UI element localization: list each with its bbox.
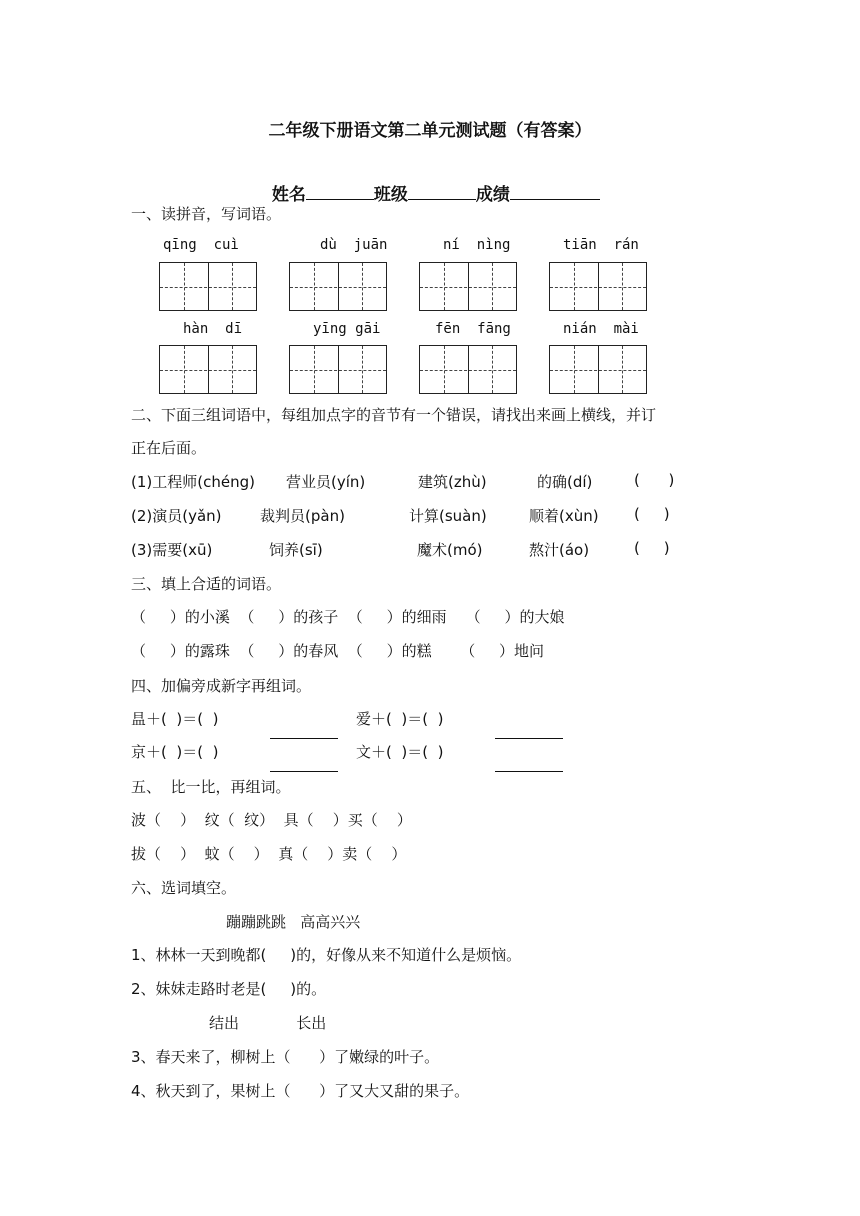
question-item: 饲养(sī) — [269, 541, 323, 559]
fill-line[interactable]: （ ）的小溪 （ ）的孩子 （ ）的细雨 （ ）的大娘 — [131, 608, 565, 626]
word-choices: 结出 长出 — [209, 1014, 327, 1032]
page-title: 二年级下册语文第二单元测试题（有答案） — [268, 121, 592, 141]
section-1-heading: 一、读拼音，写词语。 — [131, 205, 282, 223]
score-blank[interactable] — [510, 183, 600, 200]
answer-underline[interactable] — [270, 724, 338, 743]
class-blank[interactable] — [408, 183, 476, 200]
section-3-heading: 三、填上合适的词语。 — [131, 575, 282, 593]
fill-question[interactable]: 3、春天来了，柳树上（ ）了嫩绿的叶子。 — [131, 1048, 440, 1066]
question-item: (2)演员(yǎn) — [131, 507, 222, 525]
question-item: (1)工程师(chéng) — [131, 473, 255, 491]
pinyin-label: nián mài — [563, 321, 639, 337]
compare-line[interactable]: 拔（ ） 蚊（ ） 真（ ）卖（ ） — [131, 845, 407, 863]
question-item: 顺着(xùn) — [529, 507, 599, 525]
answer-underline[interactable] — [495, 724, 563, 743]
pinyin-label: dù juān — [320, 237, 388, 253]
writing-grid[interactable] — [549, 262, 647, 311]
question-item: 的确(dí) — [537, 473, 593, 491]
question-item: 裁判员(pàn) — [260, 507, 345, 525]
name-blank[interactable] — [306, 183, 374, 200]
pinyin-label: hàn dī — [183, 321, 243, 337]
fill-question[interactable]: 1、林林一天到晚都( )的，好像从来不知道什么是烦恼。 — [131, 946, 522, 964]
radical-item: 昷＋( )＝( ) — [131, 710, 219, 728]
answer-blank[interactable]: ( ) — [634, 505, 670, 523]
question-item: (3)需要(xū) — [131, 541, 213, 559]
pinyin-label: fēn fāng — [435, 321, 511, 337]
writing-grid[interactable] — [289, 345, 387, 394]
writing-grid[interactable] — [159, 345, 257, 394]
pinyin-label: tiān rán — [563, 237, 639, 253]
section-2-heading-cont: 正在后面。 — [131, 439, 207, 457]
question-item: 建筑(zhù) — [418, 473, 487, 491]
answer-blank[interactable]: ( ) — [634, 471, 675, 489]
writing-grid[interactable] — [549, 345, 647, 394]
answer-underline[interactable] — [270, 757, 338, 776]
writing-grid[interactable] — [419, 262, 517, 311]
score-label: 成绩 — [475, 185, 510, 205]
section-5-heading: 五、 比一比，再组词。 — [131, 778, 291, 796]
writing-grid[interactable] — [419, 345, 517, 394]
fill-line[interactable]: （ ）的露珠 （ ）的春风 （ ）的糕 （ ）地问 — [131, 642, 545, 660]
answer-underline[interactable] — [495, 757, 563, 776]
fill-question[interactable]: 2、妹妹走路时老是( )的。 — [131, 980, 327, 998]
pinyin-label: qīng cuì — [163, 237, 239, 253]
section-2-heading: 二、下面三组词语中，每组加点字的音节有一个错误，请找出来画上横线，并订 — [131, 406, 657, 424]
question-item: 营业员(yín) — [286, 473, 366, 491]
writing-grid[interactable] — [289, 262, 387, 311]
question-item: 计算(suàn) — [409, 507, 487, 525]
section-6-heading: 六、选词填空。 — [131, 879, 237, 897]
radical-item: 爱＋( )＝( ) — [356, 710, 444, 728]
name-label: 姓名 — [271, 185, 306, 205]
section-4-heading: 四、加偏旁成新字再组词。 — [131, 677, 312, 695]
radical-item: 文＋( )＝( ) — [356, 743, 444, 761]
question-item: 熬汁(áo) — [529, 541, 590, 559]
compare-line[interactable]: 波（ ） 纹（ 纹） 具（ ）买（ ） — [131, 811, 412, 829]
radical-item: 京＋( )＝( ) — [131, 743, 219, 761]
question-item: 魔术(mó) — [417, 541, 483, 559]
answer-blank[interactable]: ( ) — [634, 539, 670, 557]
pinyin-label: yīng gāi — [313, 321, 381, 337]
fill-question[interactable]: 4、秋天到了，果树上（ ）了又大又甜的果子。 — [131, 1082, 470, 1100]
student-info-line — [0, 160, 860, 205]
class-label: 班级 — [373, 185, 408, 205]
pinyin-label: ní nìng — [443, 237, 511, 253]
word-choices: 蹦蹦跳跳 高高兴兴 — [226, 913, 361, 931]
writing-grid[interactable] — [159, 262, 257, 311]
